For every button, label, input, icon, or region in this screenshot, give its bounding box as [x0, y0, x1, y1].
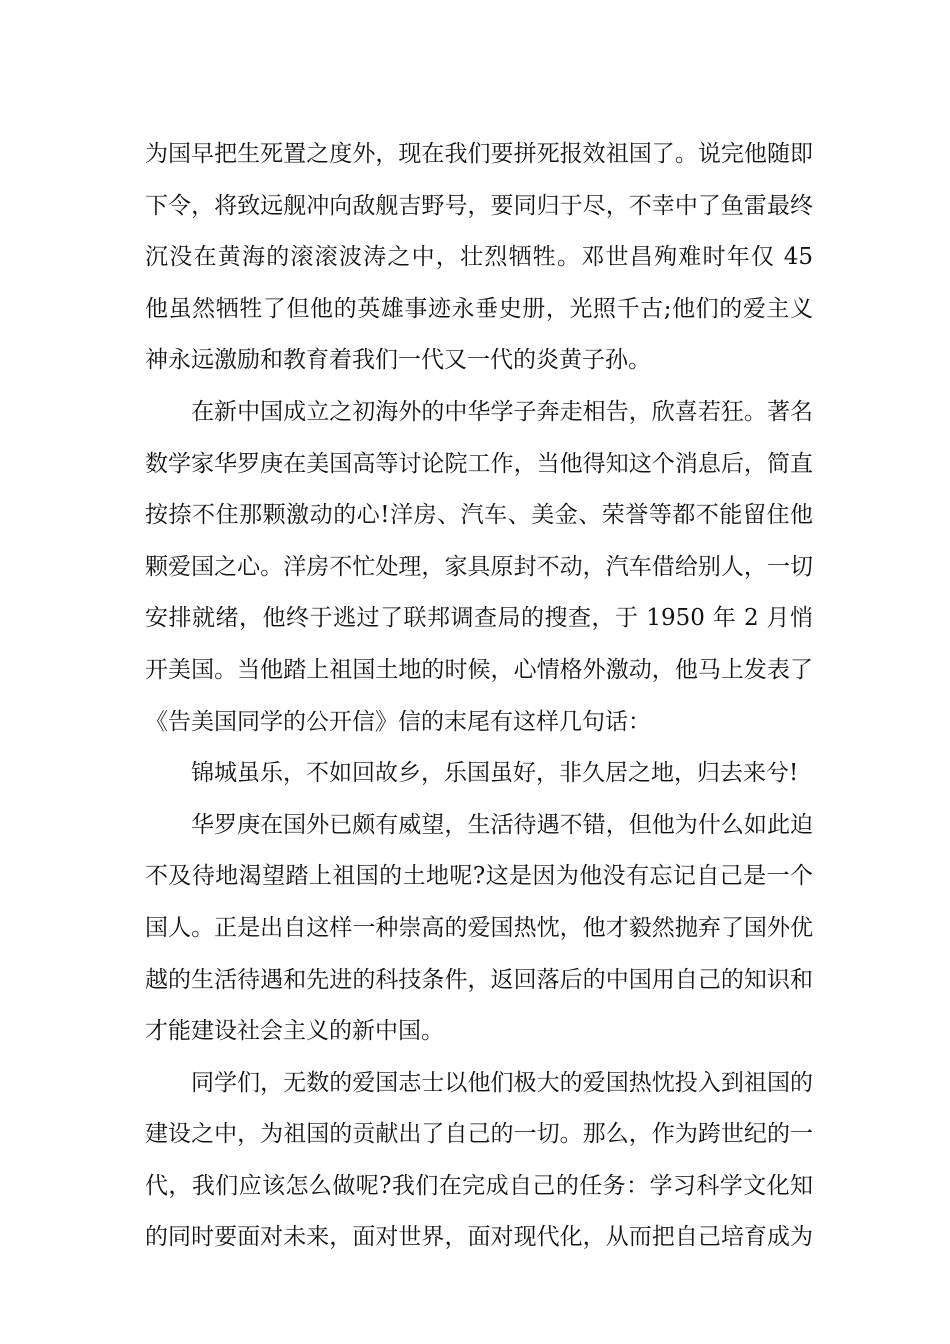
text-line: 在新中国成立之初海外的中华学子奔走相告，欣喜若狂。著名 [191, 398, 813, 425]
text-line: 数学家华罗庚在美国高等讨论院工作，当他得知这个消息后，简直 [145, 450, 813, 477]
text-line: 国人。正是出自这样一种崇高的爱国热忱，他才毅然抛弃了国外优 [145, 914, 813, 941]
text-line: 才能建设社会主义的新中国。 [145, 1018, 444, 1045]
text-line: 下令，将致远舰冲向敌舰吉野号，要同归于尽，不幸中了鱼雷最终 [145, 192, 813, 219]
text-line: 《告美国同学的公开信》信的末尾有这样几句话： [145, 708, 651, 735]
body-text [145, 132, 813, 1267]
text-line: 沉没在黄海的滚滚波涛之中，壮烈牺牲。邓世昌殉难时年仅 45 [145, 244, 813, 271]
text-line: 开美国。当他踏上祖国土地的时候，心情格外激动，他马上发表了 [145, 656, 813, 683]
text-line: 锦城虽乐，不如回故乡，乐国虽好，非久居之地，归去来兮! [191, 760, 799, 787]
text-line: 神永远激励和教育着我们一代又一代的炎黄子孙。 [145, 347, 651, 374]
text-line: 为国早把生死置之度外，现在我们要拼死报效祖国了。说完他随即 [145, 141, 813, 167]
text-line: 按捺不住那颗激动的心!洋房、汽车、美金、荣誉等都不能留住他 [145, 502, 813, 529]
text-line: 不及待地渴望踏上祖国的土地呢?这是因为他没有忘记自己是一个 [145, 863, 813, 890]
text-line: 同学们，无数的爱国志士以他们极大的爱国热忱投入到祖国的 [191, 1069, 813, 1096]
text-line: 安排就绪，他终于逃过了联邦调查局的搜查，于 1950 年 2 月悄 [145, 605, 813, 632]
text-line: 颗爱国之心。洋房不忙处理，家具原封不动，汽车借给别人，一切 [145, 553, 813, 580]
text-line: 越的生活待遇和先进的科技条件，返回落后的中国用自己的知识和 [145, 966, 813, 993]
text-line: 建设之中，为祖国的贡献出了自己的一切。那么，作为跨世纪的一 [145, 1121, 813, 1148]
text-line: 他虽然牺牲了但他的英雄事迹永垂史册，光照千古;他们的爱主义 [145, 295, 813, 322]
text-line: 代，我们应该怎么做呢?我们在完成自己的任务：学习科学文化知 [145, 1172, 813, 1199]
text-line: 华罗庚在国外已颇有威望，生活待遇不错，但他为什么如此迫 [191, 811, 813, 838]
text-line: 的同时要面对未来，面对世界，面对现代化，从而把自己培育成为 [145, 1224, 813, 1251]
